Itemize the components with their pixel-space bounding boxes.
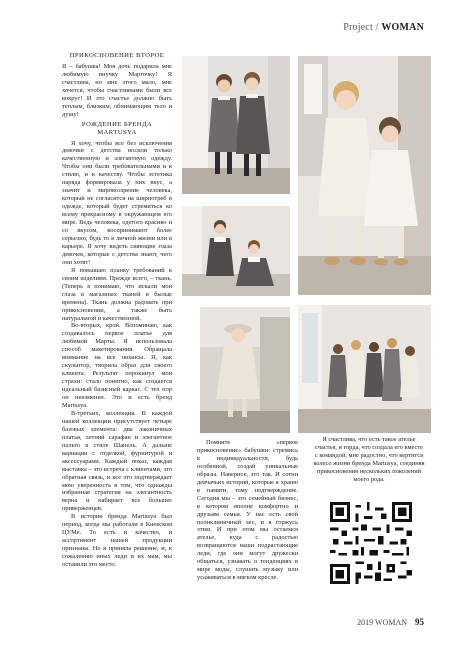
page-number: 95 [415, 617, 424, 627]
paragraph-tsum: В истории бренда Martusya был период, когда мы работали в Киевском ЦУМе. То есть и качество, и ассортимент нашей продукции признаны. Но я приняла решение, и, к сожалению иных леди и их мам, мы оставили это место. [62, 513, 172, 569]
section-heading-brand-birth: РОЖДЕНИЕ БРЕНДА MARTUSYA [81, 120, 153, 136]
paragraph-first-touch-reminder: Помните «первое прикосновение» бабушки: стремись к индивидуальности, будь особенной, создай уникальные образы. Наверное, это так. И сотни девчачьих историй, которые я храню в памяти, тому подтверждение. Сегодня мы – это семейный бизнес, в котором вполне комфортно и друзьям семьи. У нас есть свой поликлиничный лес, и я горжусь этим. И при этом мы остаемся ателье, куда с радостью возвращаются наши подрастающие леди, где они могут дружески общаться, узнавать о тенденциях в мире моды, слушать музыку или усаживаться в мягком кресле. [197, 439, 298, 582]
photo-group-of-girls [298, 305, 431, 433]
paragraph-brand-goal: Я хочу, чтобы все без исключения девочки с детства носили только качественную и элегантную одежду. Чтобы они были требовательными и к стилю, и к качеству. Чтобы эстетика наряда формировала у них вкус, а значит и мировоззрение человека, который не согласится на ширпотреб в одежде, который будет стремиться ко всему прекрасному в окружающем его мире. Ведь человека, одетого красиво и со вкусом, воспринимают более серьезно, будь то в личной жизни или в карьере. Я хочу видеть сияющие глаза девочек, которые с детства знают, чего они хотят! [62, 139, 172, 266]
middle-text-column [197, 439, 298, 614]
left-text-column [62, 50, 172, 622]
paragraph-cut: Во-вторых, крой. Вспоминаю, как создавалось первое платье для любимой Марты. Я использовала способ макетирования. Обращала внимание на все нюансы. Я, как скульптор, творила образ для своего клиента. Результат опрокинул мои страхи: стало понятно, как создается идеальный базисный каркас. С тех пор он неизменен. Это и есть бренд Martusya. [62, 322, 172, 409]
paragraph-collection: В-третьих, коллекция. В каждой нашей коллекции присутствует четыре базовых элемента: два лаконичных платья, летний сарафан и элегантное пальто в стиле Шанель. А дальше вариации с отделкой, фурнитурой и аксессуарами. Каждый показ, каждая выставка – это встреча с клиентами, это обратная связь, и все это подтверждает мою уверенность в том, что однажды избранная стратегия на элегантность верна и набирает все большее приверженцев. [62, 409, 172, 513]
paragraph-grandmother: Я – бабушка! Моя дочь подарила мне любимую внучку Марточку! Я счастлива, но мне этого мало, мне хочется, чтобы счастливыми были все вокруг! И это счастье должно быть теплым, близким, обнимающим тело и душу! [62, 62, 172, 118]
paragraph-happiness-atelier: Я счастлива, что есть такое ателье счастья, и горда, что создала его вместе с командой, мне радостно, что вертится колесо жизни бренда Martusya, соединяя прикосновения нескольких поколений моего рода. [313, 436, 425, 483]
qr-code[interactable] [330, 502, 412, 584]
page-footer [357, 617, 424, 627]
header-separator: / [372, 22, 382, 33]
photo-girl-in-hat [200, 307, 290, 433]
footer-issue: 2019 WOMAN [357, 618, 407, 627]
header-project: Project [343, 22, 373, 33]
photo-girls-white-dresses [298, 56, 431, 295]
paragraph-fabric: Я повышаю планку требований к своим изделиям. Прежде всего, – ткань. (Теперь я понимаю, что искали мои глаза в магазинах тканей в былые времена). Ткань должна радовать при прикосновении, а также быть натуральной и качественной. [62, 266, 172, 322]
photo-girls-white-collars [182, 206, 290, 296]
page-header [343, 22, 424, 33]
header-section: WOMAN [381, 22, 424, 33]
photo-two-girls-grey-dresses [182, 56, 290, 194]
right-text-column [313, 436, 425, 502]
section-heading-second-touch: ПРИКОСНОВЕНИЕ ВТОРОЕ [69, 52, 165, 59]
